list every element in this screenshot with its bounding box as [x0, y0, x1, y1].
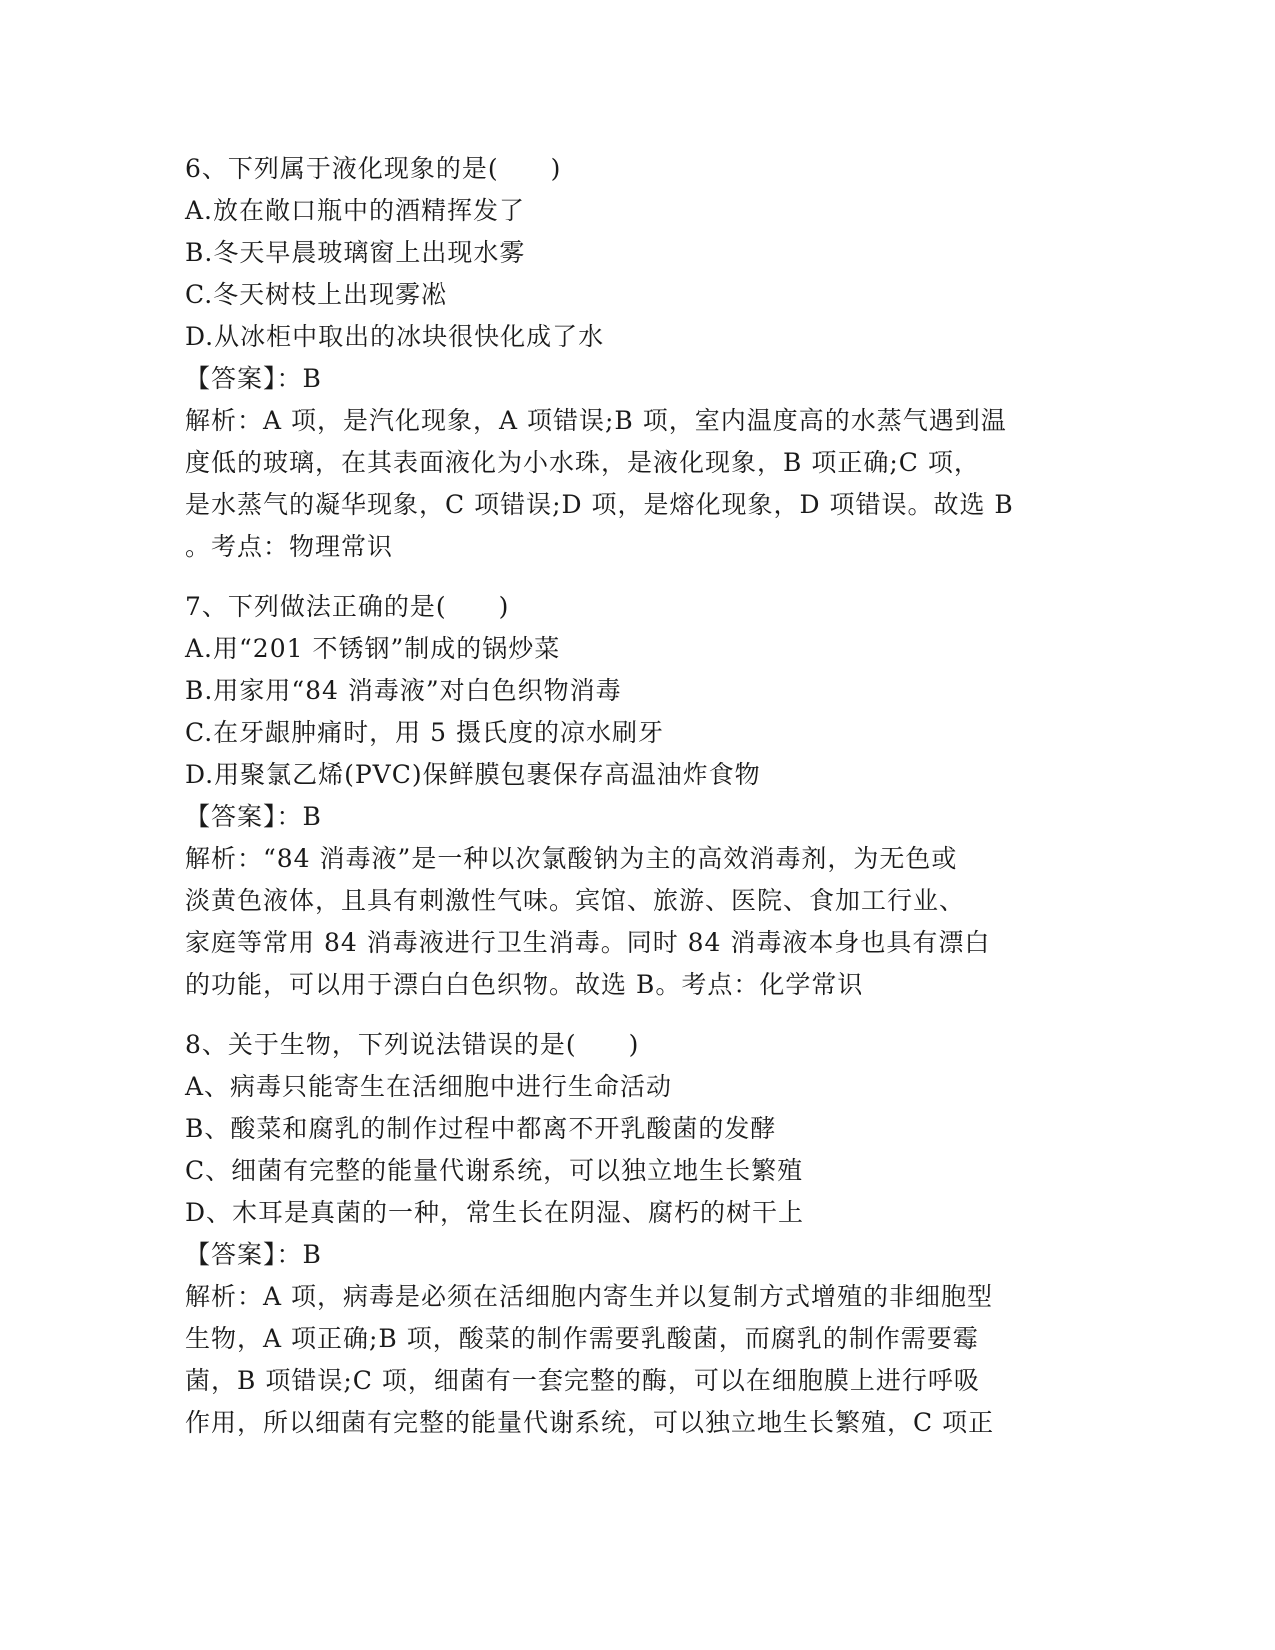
analysis-line: 生物，A 项正确;B 项，酸菜的制作需要乳酸菌，而腐乳的制作需要霉 — [185, 1324, 979, 1353]
analysis-line: 解析：“84 消毒液”是一种以次氯酸钠为主的高效消毒剂，为无色或 — [185, 844, 958, 873]
option-b: B.用家用“84 消毒液”对白色织物消毒 — [185, 676, 622, 705]
question-title: 8、关于生物，下列说法错误的是( ) — [185, 1030, 640, 1059]
analysis-line: 解析：A 项，是汽化现象，A 项错误;B 项，室内温度高的水蒸气遇到温 — [185, 406, 1007, 435]
analysis-line: 是水蒸气的凝华现象，C 项错误;D 项，是熔化现象，D 项错误。故选 B — [185, 490, 1014, 519]
analysis-line: 淡黄色液体，且具有刺激性气味。宾馆、旅游、医院、食加工行业、 — [185, 886, 966, 915]
option-d: D.用聚氯乙烯(PVC)保鲜膜包裹保存高温油炸食物 — [185, 760, 761, 789]
answer-line: 【答案】：B — [185, 802, 322, 831]
analysis-line: 菌，B 项错误;C 项，细菌有一套完整的酶，可以在细胞膜上进行呼吸 — [185, 1366, 980, 1395]
analysis-line: 。考点：物理常识 — [185, 532, 394, 561]
option-a: A.放在敞口瓶中的酒精挥发了 — [185, 196, 526, 225]
question-title: 7、下列做法正确的是( ) — [185, 592, 510, 621]
spacer — [185, 1006, 1085, 1024]
option-c: C.在牙龈肿痛时，用 5 摄氏度的凉水刷牙 — [185, 718, 664, 747]
question-block — [185, 586, 1085, 1006]
analysis-line: 解析：A 项，病毒是必须在活细胞内寄生并以复制方式增殖的非细胞型 — [185, 1282, 994, 1311]
option-b: B.冬天早晨玻璃窗上出现水雾 — [185, 238, 526, 267]
option-c: C.冬天树枝上出现雾凇 — [185, 280, 448, 309]
question-block — [185, 1024, 1085, 1444]
question-block — [185, 148, 1085, 568]
option-a: A、病毒只能寄生在活细胞中进行生命活动 — [185, 1072, 673, 1101]
spacer — [185, 568, 1085, 586]
option-d: D、木耳是真菌的一种，常生长在阴湿、腐朽的树干上 — [185, 1198, 805, 1227]
option-a: A.用“201 不锈钢”制成的锅炒菜 — [185, 634, 561, 663]
option-b: B、酸菜和腐乳的制作过程中都离不开乳酸菌的发酵 — [185, 1114, 777, 1143]
question-title: 6、下列属于液化现象的是( ) — [185, 154, 562, 183]
analysis-line: 作用，所以细菌有完整的能量代谢系统，可以独立地生长繁殖，C 项正 — [185, 1408, 995, 1437]
answer-line: 【答案】：B — [185, 1240, 322, 1269]
option-c: C、细菌有完整的能量代谢系统，可以独立地生长繁殖 — [185, 1156, 804, 1185]
analysis-line: 的功能，可以用于漂白白色织物。故选 B。考点：化学常识 — [185, 970, 864, 999]
answer-line: 【答案】：B — [185, 364, 322, 393]
analysis-line: 家庭等常用 84 消毒液进行卫生消毒。同时 84 消毒液本身也具有漂白 — [185, 928, 991, 957]
analysis-line: 度低的玻璃，在其表面液化为小水珠，是液化现象，B 项正确;C 项， — [185, 448, 980, 477]
document-page — [185, 148, 1085, 1444]
option-d: D.从冰柜中取出的冰块很快化成了水 — [185, 322, 605, 351]
